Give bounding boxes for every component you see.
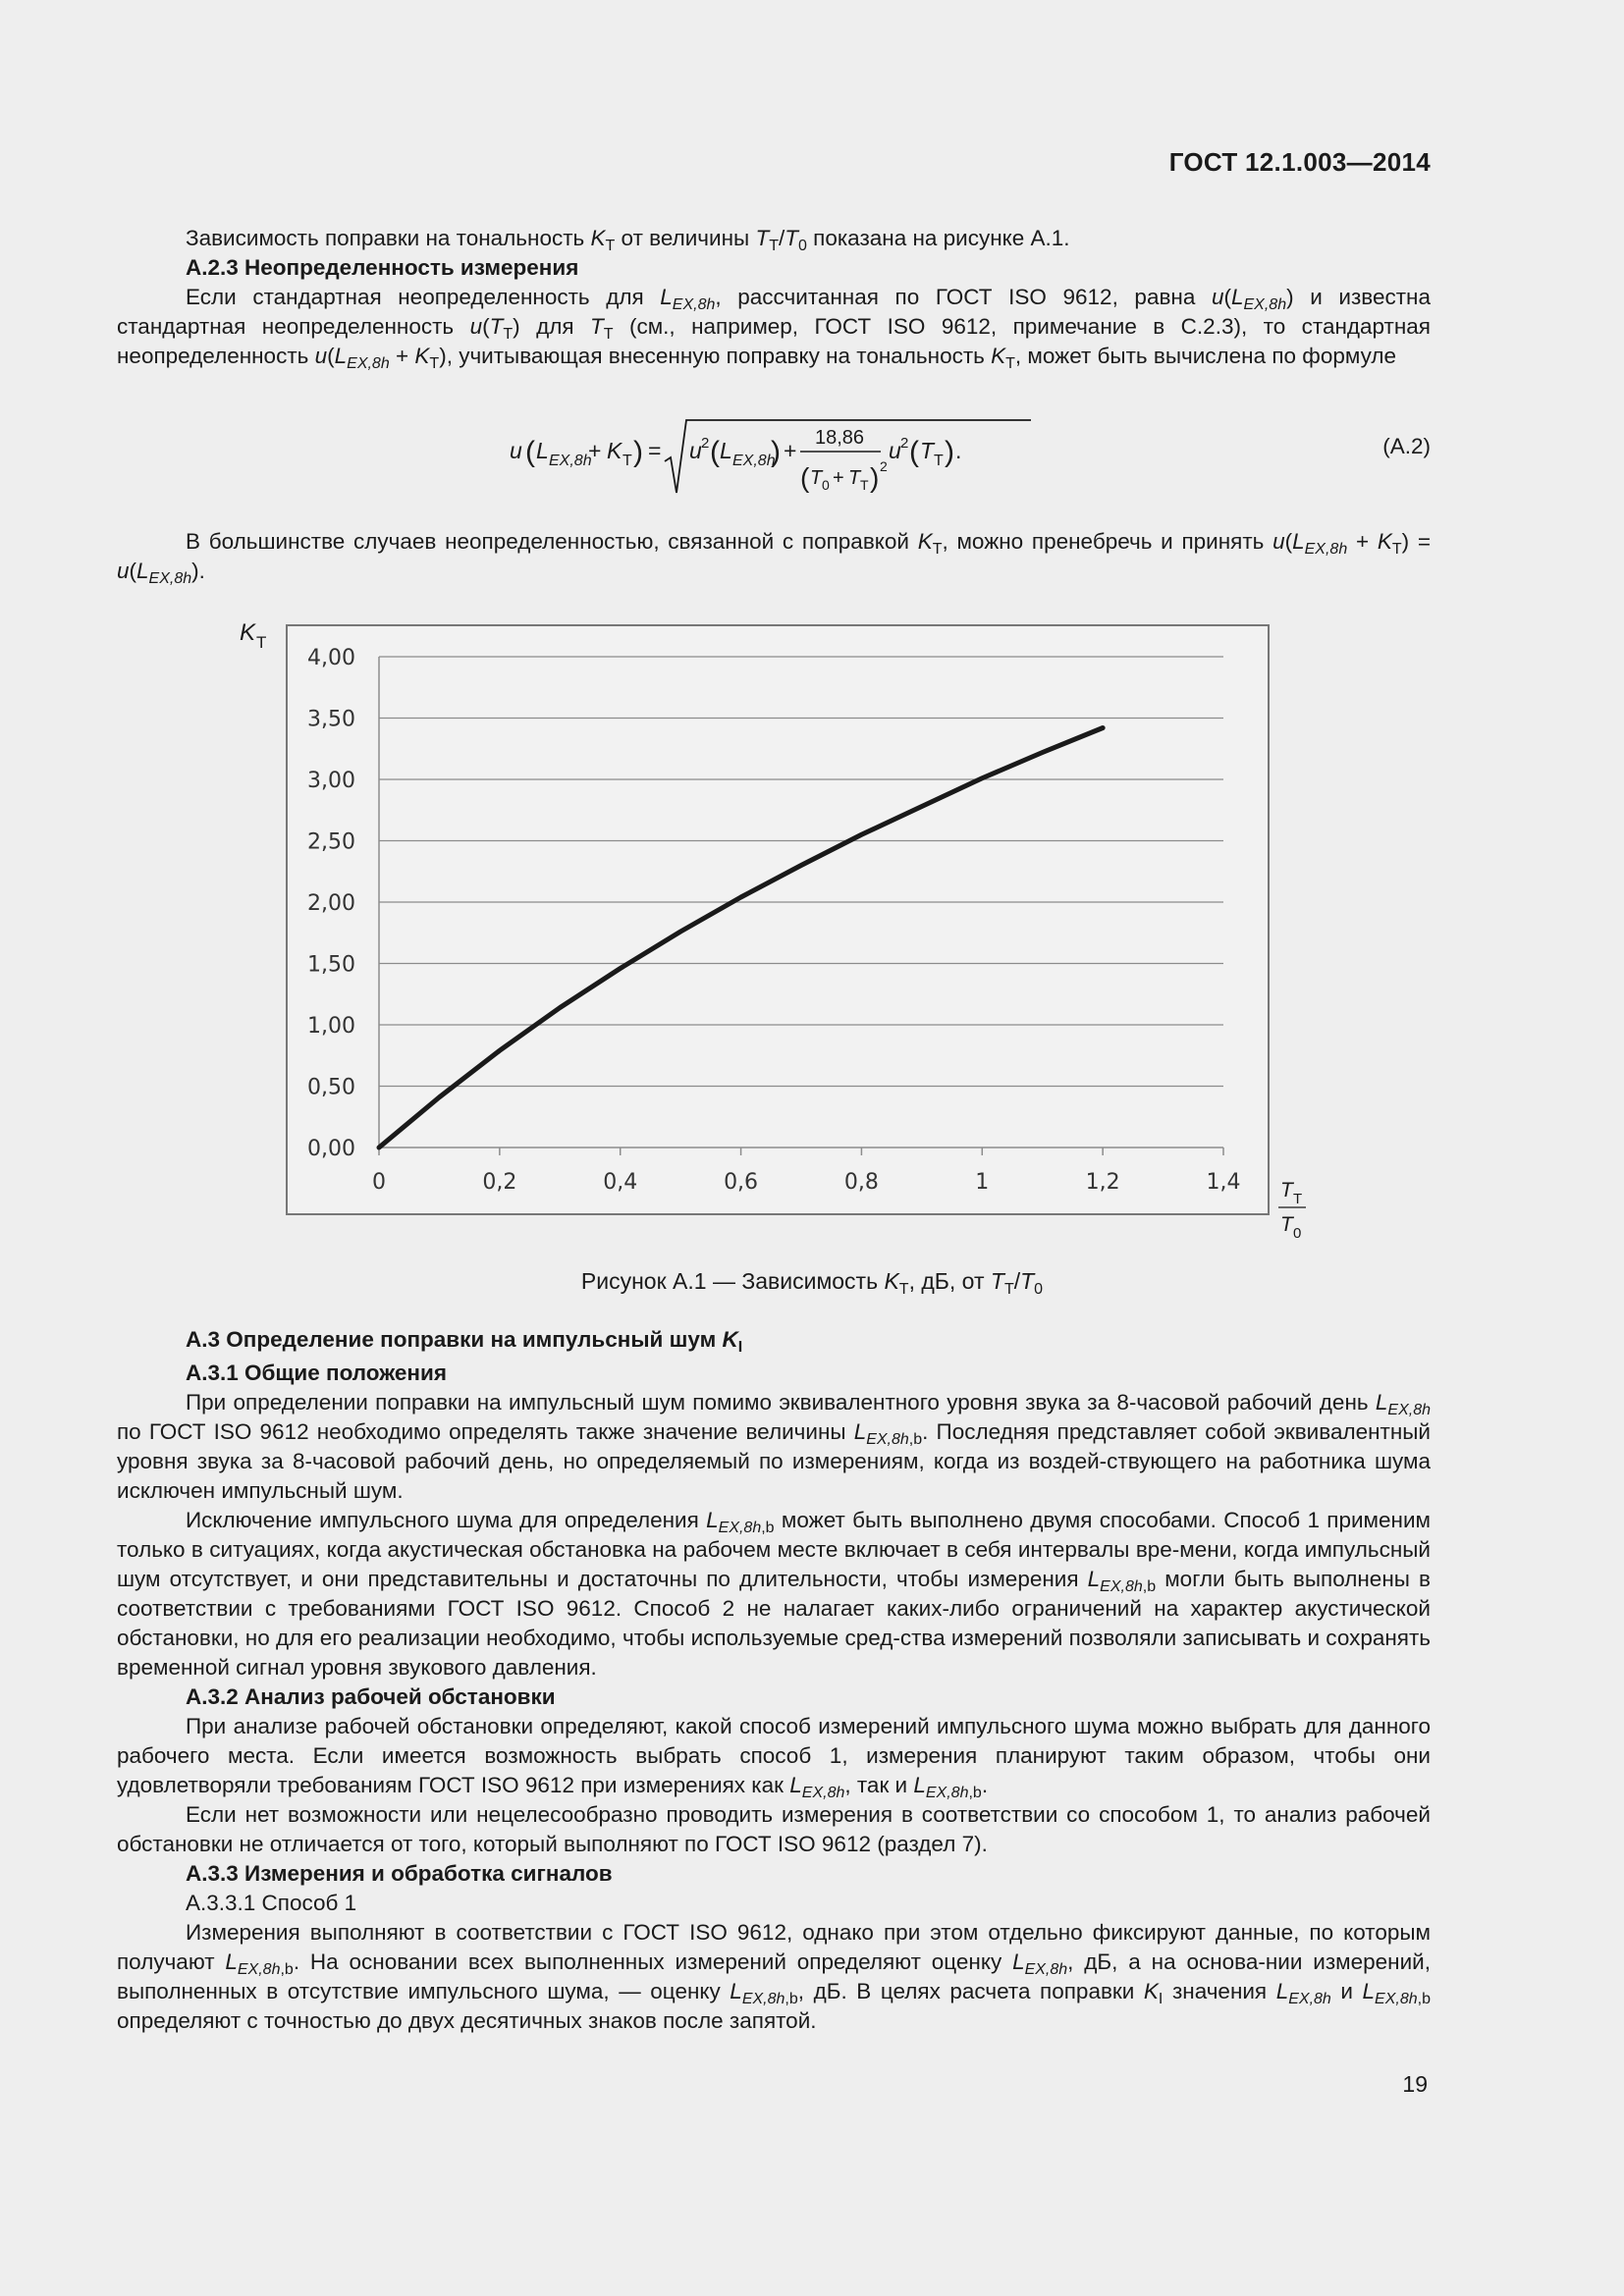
section-a32-heading: А.3.2 Анализ рабочей обстановки bbox=[186, 1684, 556, 1709]
section-a31-paragraph-1: При определении поправки на импульсный шум помимо эквивалентного уровня звука за 8-часовой рабочий день $L_{EX,8h}$ по ГОСТ ISO 9612 необходимо определять также значение величины $L_{EX,8h,b}$. Последняя представляет собой эквивалентный уровня звука за 8-часовой рабочий день, но определяемый по измерениям, когда из воздей-ствующего на работника шума исключен импульсный шум. bbox=[117, 1390, 1432, 1503]
y-axis-label-sub: Т bbox=[256, 633, 267, 652]
y-tick-label: 0,50 bbox=[307, 1075, 355, 1100]
figure-caption: Рисунок А.1 — Зависимость $K_Т$, дБ, от $T_Т/T_0$ bbox=[580, 1268, 1044, 1298]
chart-svg bbox=[232, 614, 1322, 1253]
x-tick-label: 0,2 bbox=[482, 1170, 517, 1195]
section-a32-paragraph-2: Если нет возможности или нецелесообразно проводить измерения в соответствии со способом 1, то анализ рабочей обстановки не отличается от того, который выполняют по ГОСТ ISO 9612 (раздел 7). bbox=[117, 1802, 1431, 1856]
svg-text:2: 2 bbox=[880, 458, 888, 474]
x-tick-label: 0,8 bbox=[843, 1170, 879, 1195]
y-tick-label: 3,00 bbox=[307, 769, 355, 793]
svg-text:L: L bbox=[536, 438, 549, 463]
svg-text:Т: Т bbox=[860, 477, 869, 493]
svg-text:(: ( bbox=[525, 436, 535, 468]
x-tick-label: 0,6 bbox=[724, 1170, 759, 1195]
y-tick-label: 1,50 bbox=[307, 952, 355, 978]
svg-text:=: = bbox=[648, 438, 662, 463]
y-tick-label: 2,50 bbox=[307, 829, 355, 855]
section-a31-paragraph-2: Исключение импульсного шума для определения $L_{EX,8h,b}$ может быть выполнено двумя способами. Способ 1 применим только в ситуациях, когда акустическая обстановка на рабочем месте включает в себя интервалы вре-мени, когда импульсный шум отсутствует, и они представительны и достаточны по длительности, чтобы измерения $L_{EX,8h,b}$ могли быть выполнены в соответствии с требованиями ГОСТ ISO 9612. Способ 2 не налагает каких-либо ограничений на характер акустической обстановки, но для его реализации необходимо, чтобы используемые сред-ства измерений позволяли записывать и сохранять временной сигнал уровня звукового давления. bbox=[117, 1508, 1431, 1680]
svg-text:u: u bbox=[689, 438, 702, 463]
svg-text:EX,8h: EX,8h bbox=[549, 453, 592, 469]
y-tick-label: 1,00 bbox=[307, 1014, 355, 1039]
standard-header: ГОСТ 12.1.003—2014 bbox=[1168, 147, 1431, 177]
section-a23-heading: А.2.3 Неопределенность измерения bbox=[186, 255, 579, 280]
section-a331-heading: А.3.3.1 Способ 1 bbox=[186, 1891, 357, 1915]
svg-text:T: T bbox=[920, 438, 935, 463]
section-a31-heading: А.3.1 Общие положения bbox=[186, 1361, 447, 1385]
svg-text:Т: Т bbox=[934, 453, 944, 469]
svg-text:): ) bbox=[945, 436, 954, 468]
svg-text:(: ( bbox=[710, 436, 720, 468]
svg-text:(: ( bbox=[800, 462, 810, 493]
svg-text:.: . bbox=[955, 438, 962, 463]
x-tick-label: 0,4 bbox=[603, 1170, 638, 1195]
plot-frame bbox=[287, 625, 1269, 1214]
intro-line: Зависимость поправки на тональность $K_Т$ от величины $T_Т/T_0$ показана на рисунке А.1. bbox=[186, 226, 1070, 254]
page-number: 19 bbox=[1402, 2071, 1428, 2097]
svg-text:EX,8h: EX,8h bbox=[732, 453, 776, 469]
formula-a2 bbox=[506, 412, 1056, 510]
svg-text:(: ( bbox=[909, 436, 919, 468]
y-tick-label: 3,50 bbox=[307, 707, 355, 732]
svg-text:): ) bbox=[870, 462, 880, 493]
svg-text:K: K bbox=[607, 438, 623, 463]
x-tick-label: 1 bbox=[975, 1170, 990, 1195]
svg-text:T: T bbox=[810, 467, 823, 489]
svg-text:+: + bbox=[833, 467, 844, 489]
section-a3-text bbox=[117, 1325, 1431, 2036]
x-axis-label bbox=[1278, 1179, 1306, 1242]
section-a23-text bbox=[117, 224, 1431, 371]
svg-text:0: 0 bbox=[822, 477, 830, 493]
section-a32-paragraph-1: При анализе рабочей обстановки определяют, какой способ измерений импульсного шума можно выбрать для данного рабочего места. Если имеется возможность выбрать способ 1, измерения планируют таким образом, чтобы они удовлетворяли требованиям ГОСТ ISO 9612 при измерениях как $L_{EX,8h}$, так и $L_{EX,8h,b}$. bbox=[117, 1714, 1431, 1801]
svg-text:): ) bbox=[633, 436, 643, 468]
svg-text:T: T bbox=[848, 467, 861, 489]
section-a23-paragraph: Если стандартная неопределенность для $L_{EX,8h}$, рассчитанная по ГОСТ ISO 9612, равна $u(L_{EX,8h})$ и известна стандартная неопределенность $u(T_Т)$ для $T_Т$ (см., например, ГОСТ ISO 9612, примечание в С.2.3), то стандартная неопределенность $u(L_{EX,8h} + K_Т)$, учитывающая внесенную поправку на тональность $K_Т$, может быть вычислена по формуле bbox=[117, 285, 1431, 372]
formula-number: (А.2) bbox=[1382, 434, 1431, 458]
svg-text:T: T bbox=[1280, 1213, 1293, 1236]
formula-numerator: 18,86 bbox=[814, 427, 865, 449]
after-formula-text bbox=[117, 527, 1431, 586]
svg-text:2: 2 bbox=[900, 435, 909, 452]
svg-text:): ) bbox=[771, 436, 781, 468]
section-a331-paragraph: Измерения выполняют в соответствии с ГОСТ ISO 9612, однако при этом отдельно фиксируют данные, по которым получают $L_{EX,8h,b}$. На основании всех выполненных измерений определяют оценку $L_{EX,8h}$, дБ, а на основа-нии измерений, выполненных в отсутствие импульсного шума, — оценку $L_{EX,8h,b}$, дБ. В целях расчета поправки $K_I$ значения $L_{EX,8h}$ и $L_{EX,8h,b}$ определяют с точностью до двух десятичных знаков после запятой. bbox=[117, 1920, 1431, 2033]
y-tick-label: 0,00 bbox=[307, 1137, 355, 1161]
after-formula-paragraph: В большинстве случаев неопределенностью, связанной с поправкой $K_Т$, можно пренебречь и принять $u(L_{EX,8h} + K_Т) = u(L_{EX,8h})$. bbox=[117, 529, 1431, 587]
svg-text:0: 0 bbox=[1293, 1225, 1302, 1242]
x-tick-label: 0 bbox=[372, 1170, 386, 1195]
y-tick-label: 2,00 bbox=[307, 891, 355, 916]
svg-text:T: T bbox=[1280, 1179, 1293, 1201]
section-a33-heading: А.3.3 Измерения и обработка сигналов bbox=[186, 1861, 613, 1886]
svg-text:Т: Т bbox=[623, 453, 632, 469]
svg-text:+: + bbox=[588, 438, 602, 463]
y-tick-label: 4,00 bbox=[307, 646, 355, 670]
svg-text:Т: Т bbox=[1293, 1191, 1303, 1207]
svg-text:2: 2 bbox=[701, 435, 710, 452]
x-tick-label: 1,4 bbox=[1206, 1170, 1241, 1195]
x-tick-label: 1,2 bbox=[1085, 1170, 1120, 1195]
svg-text:+: + bbox=[784, 438, 797, 463]
y-axis-label: K bbox=[240, 619, 256, 646]
section-a3-heading: А.3 Определение поправки на импульсный шум $K_I$ bbox=[186, 1327, 743, 1356]
svg-text:L: L bbox=[720, 438, 732, 463]
figure-a1-chart bbox=[232, 614, 1322, 1253]
svg-text:u: u bbox=[889, 438, 901, 463]
svg-text:u: u bbox=[510, 438, 522, 463]
